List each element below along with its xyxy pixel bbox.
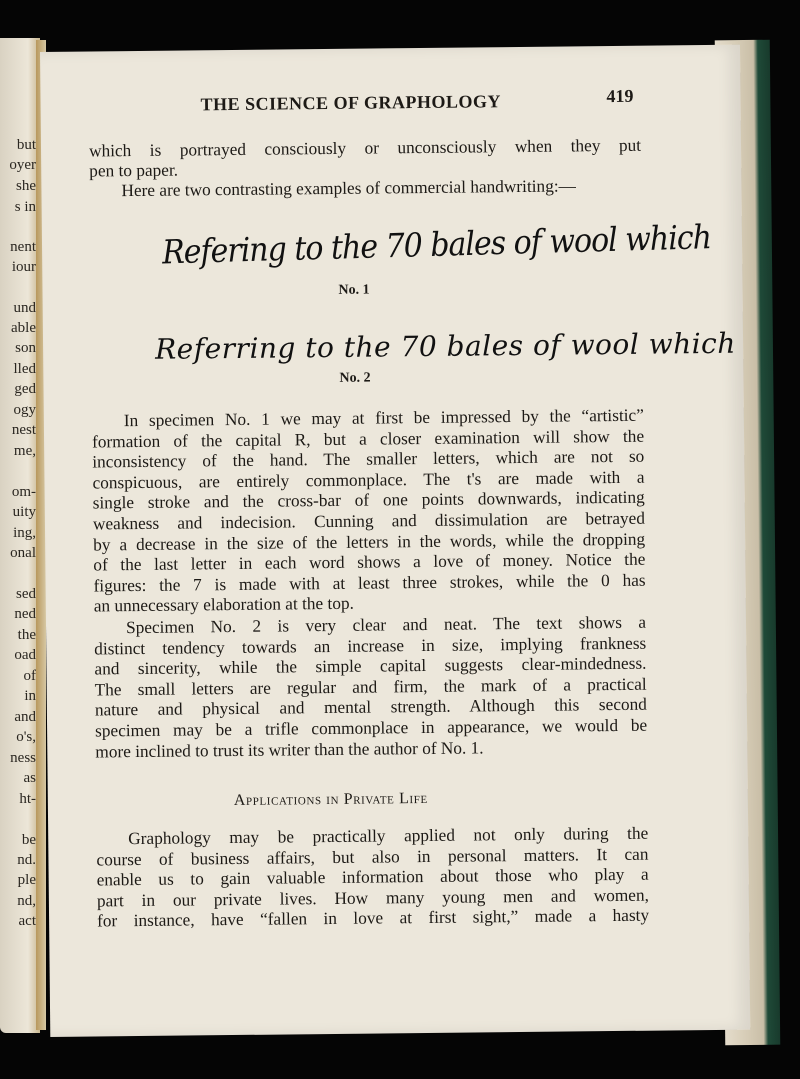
specimen-caption-1: No. 1 <box>338 282 370 298</box>
text-line: which is portrayed consciously or unconsciously when they put <box>88 135 642 161</box>
handwriting-specimen-1: Refering to the 70 bales of wool which <box>161 218 712 273</box>
page-number: 419 <box>606 85 634 107</box>
left-page-text-fragment: nest <box>11 422 36 438</box>
text-line: inconsistency of the hand. The smaller letters, which are not so <box>92 446 645 472</box>
left-page-text-fragment: ness <box>10 750 36 766</box>
left-page-edge <box>0 38 40 1033</box>
left-page-text-fragment: nd. <box>17 852 36 868</box>
text-line: weakness and indecision. Cunning and dissimulation are betrayed <box>92 508 646 534</box>
left-page-text-fragment: she <box>16 178 36 194</box>
text-line: pen to paper. <box>89 160 179 181</box>
left-page-text-fragment: oad <box>14 647 36 663</box>
left-page-text-fragment: ple <box>17 872 36 888</box>
left-page-text-fragment: iour <box>11 259 36 275</box>
left-page-text-fragment: oyer <box>9 157 36 173</box>
text-line: single stroke and the cross-bar of one points downwards, indicating <box>92 488 645 513</box>
left-page-text-fragment: s in <box>14 199 36 215</box>
text-line: by a decrease in the size of the letters in the words, while the dropping <box>93 529 646 555</box>
left-page-text-fragment: ged <box>14 381 36 397</box>
left-page-text-fragment: ogy <box>13 402 36 418</box>
text-line: specimen may be a trifle commonplace in appearance, we would be <box>95 715 648 741</box>
left-page-text-fragment: onal <box>10 545 36 561</box>
text-line: course of business affairs, but also in personal matters. It can <box>96 844 649 870</box>
left-page-text-fragment: nd, <box>17 893 36 909</box>
left-page-text-fragment: in <box>24 688 36 704</box>
left-page-text-fragment: uity <box>12 504 36 520</box>
text-line: formation of the capital R, but a closer examination will show the <box>91 426 645 452</box>
text-line: In specimen No. 1 we may at first be impressed by the “artistic” <box>123 405 644 431</box>
left-page-text-fragment: but <box>16 137 36 153</box>
text-line: for instance, have “fallen in love at first sight,” made a hasty <box>97 906 650 931</box>
text-line: The small letters are regular and firm, the mark of a practical <box>94 674 647 700</box>
text-line: enable us to gain valuable information about those who play a <box>96 864 649 890</box>
left-page-text-fragment: act <box>18 913 36 929</box>
text-line: and sincerity, while the simple capital suggests clear-mindedness. <box>94 653 647 679</box>
left-page-text-fragment: und <box>13 300 36 316</box>
handwriting-specimen-2: Referring to the 70 bales of wool which <box>154 326 736 366</box>
text-line: an unnecessary elaboration at the top. <box>93 594 354 616</box>
text-line: of the last letter in each word shows a love of money. Notice the <box>93 549 646 575</box>
left-page-text-fragment: the <box>17 627 36 643</box>
specimen-caption-2: No. 2 <box>339 370 371 386</box>
left-page-text-fragment: as <box>23 770 36 786</box>
left-page-text-fragment: son <box>15 340 36 356</box>
left-page-text-fragment: able <box>11 320 36 336</box>
left-page-text-fragment: ing, <box>13 525 36 541</box>
text-line: nature and physical and mental strength. Although this second <box>94 695 647 720</box>
left-page-text-fragment: of <box>23 668 36 684</box>
left-page-text-fragment: and <box>14 709 36 725</box>
text-line: figures: the 7 is made with at least three strokes, while the 0 has <box>93 570 646 596</box>
left-page-text-fragment: lled <box>13 361 36 377</box>
left-page-text-fragment: ned <box>14 606 36 622</box>
left-page-text-fragment: be <box>21 832 36 848</box>
text-line: Graphology may be practically applied not only during the <box>128 823 649 849</box>
running-head: THE SCIENCE OF GRAPHOLOGY <box>200 91 502 115</box>
text-line: Here are two contrasting examples of commercial handwriting:— <box>121 176 576 201</box>
left-page-text-fragment: sed <box>16 586 36 602</box>
book-page <box>40 45 750 1037</box>
left-page-text-fragment: ht- <box>19 791 36 807</box>
section-heading: Applications in Private Life <box>233 789 428 810</box>
left-page-text-fragment: nent <box>10 239 36 255</box>
left-page-text-fragment: om- <box>11 484 36 500</box>
left-page-text-fragment: o's, <box>16 729 36 745</box>
text-line: part in our private lives. How many young men and women, <box>96 885 649 911</box>
left-page-text-fragment: me, <box>13 443 36 459</box>
text-line: more inclined to trust its writer than the author of No. 1. <box>95 737 484 762</box>
text-line: Specimen No. 2 is very clear and neat. The text shows a <box>125 612 647 638</box>
text-line: distinct tendency towards an increase in size, implying frankness <box>94 633 647 659</box>
text-line: conspicuous, are entirely commonplace. The t's are made with a <box>92 467 645 493</box>
